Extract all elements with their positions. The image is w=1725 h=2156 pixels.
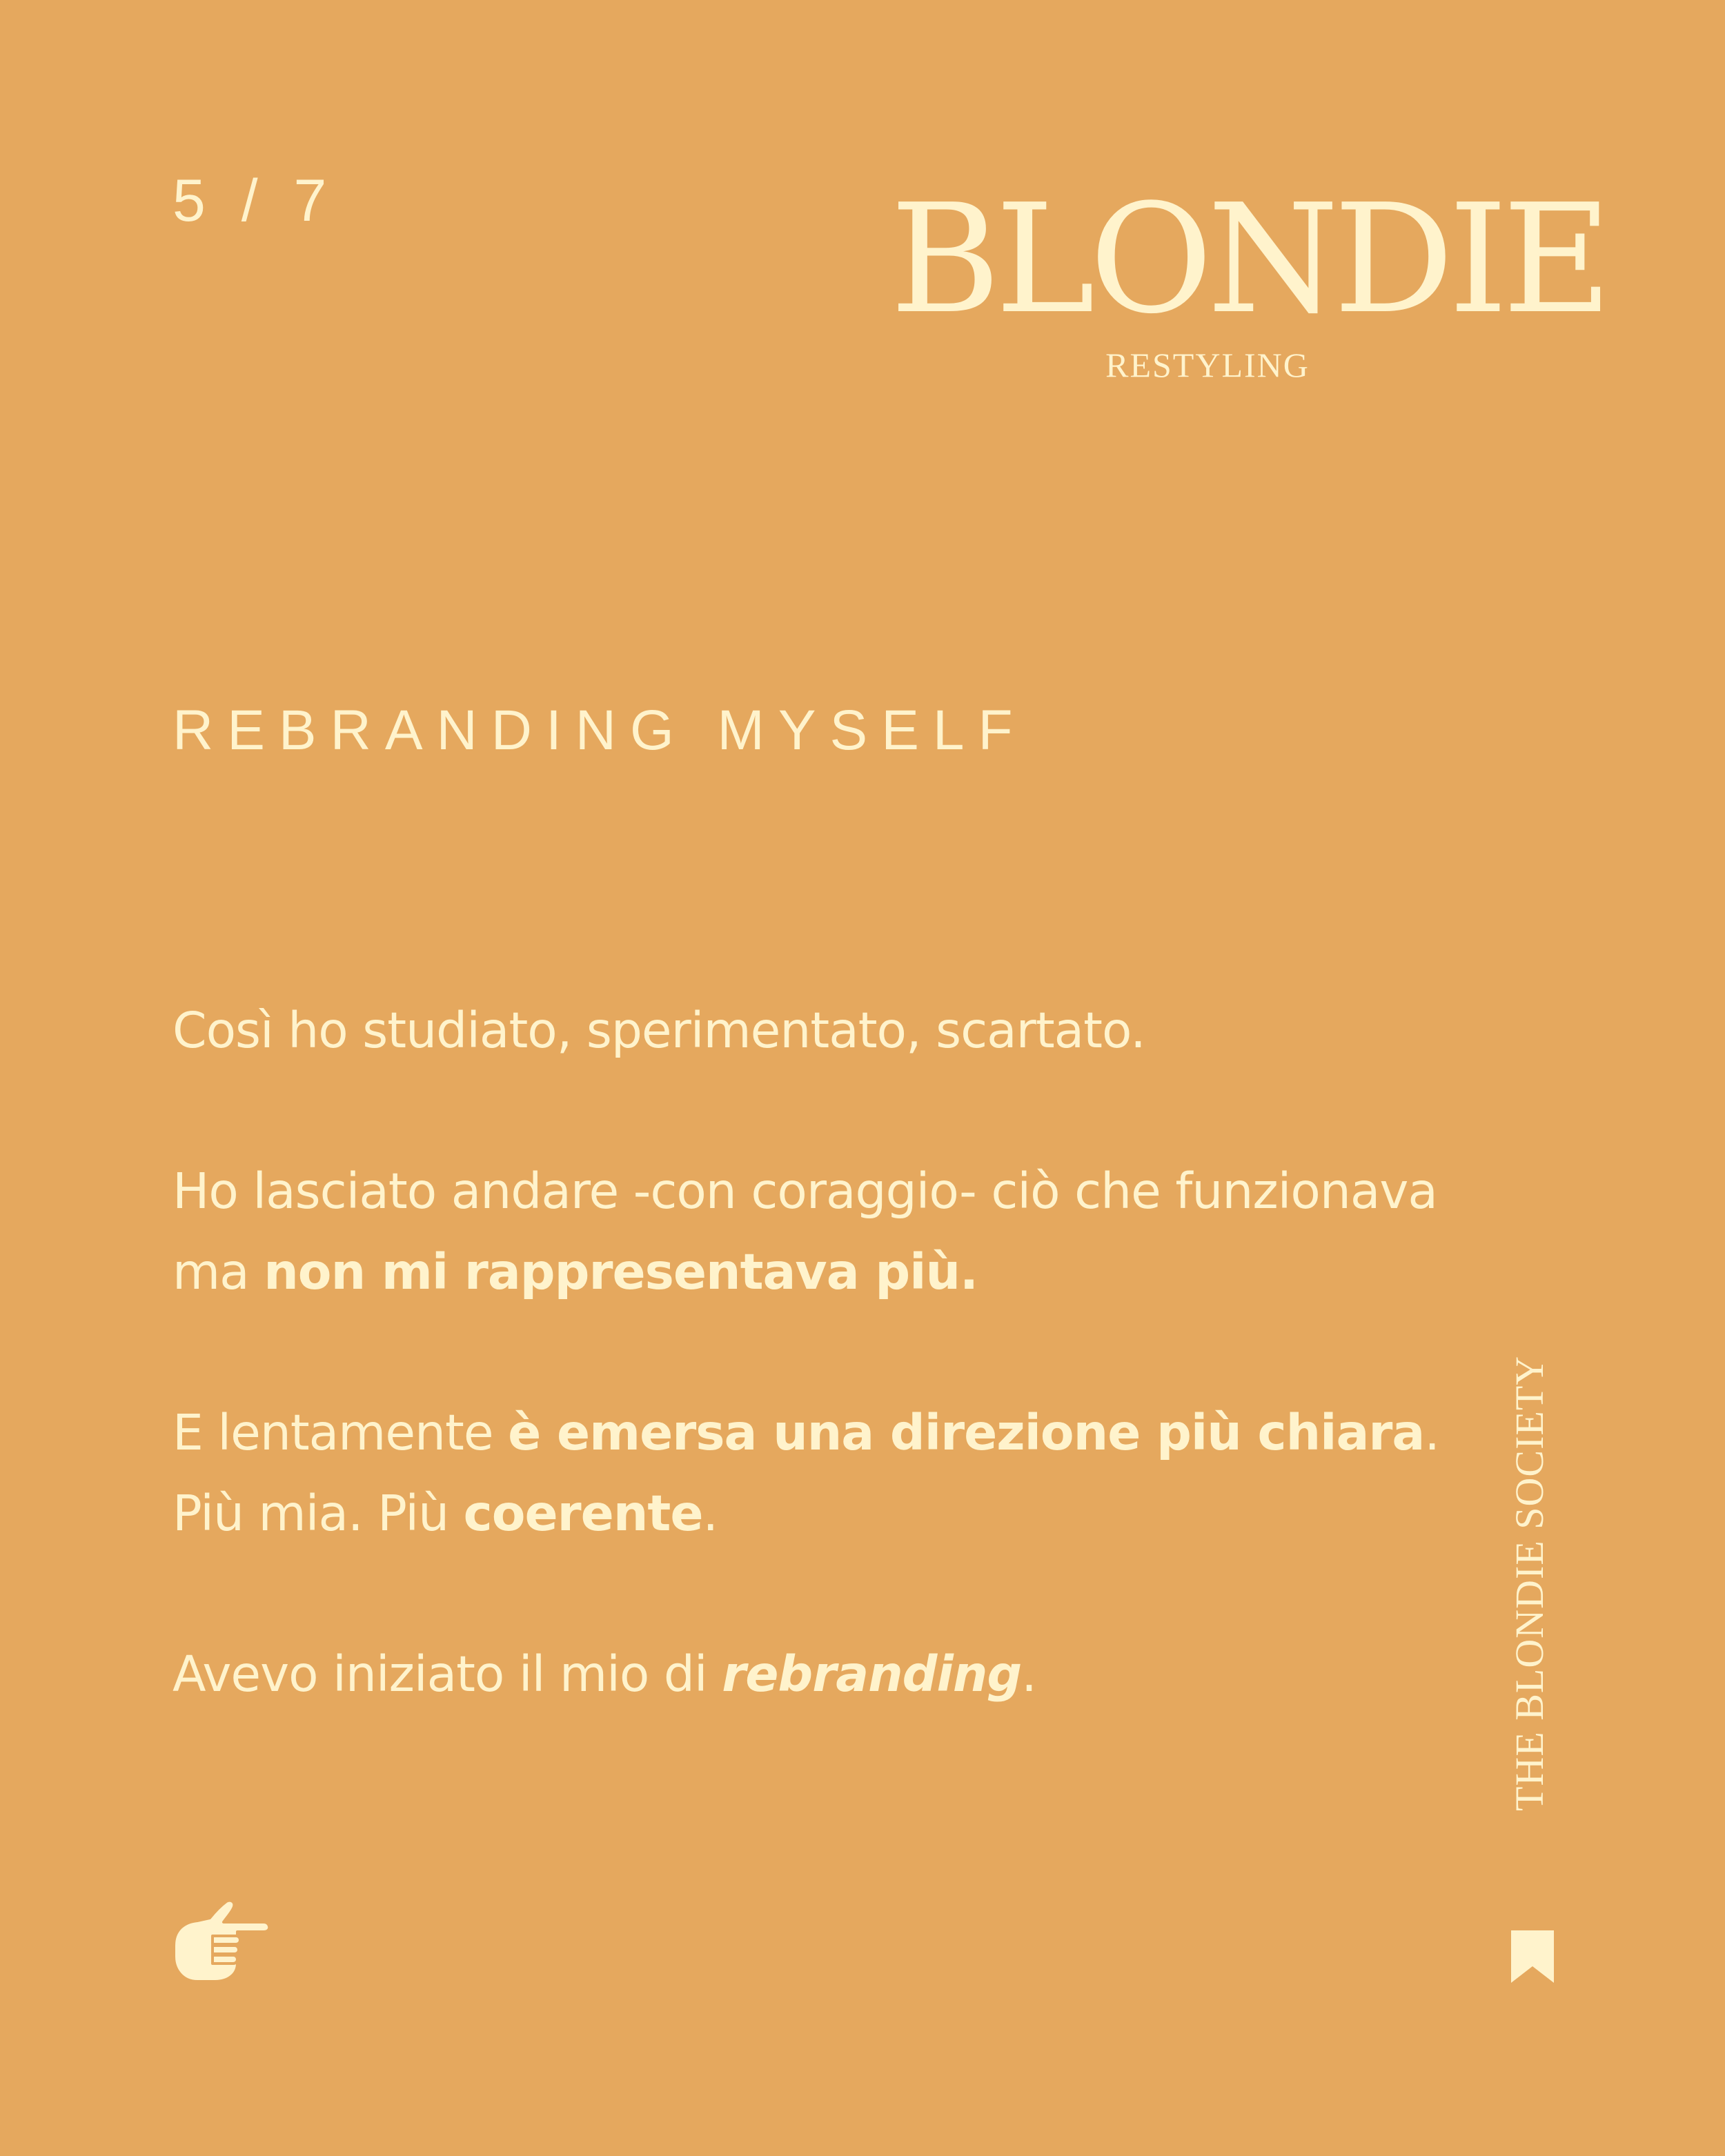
paragraph-2 [172,1151,1483,1312]
paragraph-4 [172,1634,1483,1714]
paragraph-3-text-end: . [702,1485,718,1542]
paragraph-4-bold-italic: rebranding [722,1645,1022,1703]
brand-logo [890,172,1607,385]
paragraph-2-bold: non mi rappresentava più. [264,1243,978,1300]
body-text [172,990,1483,1794]
paragraph-3-bold-1: è emersa una direzione più chiara [508,1404,1425,1461]
logo-title: BLONDIE [890,172,1607,347]
pointing-hand-icon[interactable] [170,1897,273,1984]
paragraph-3-bold-2: coerente [463,1485,703,1542]
side-label: THE BLONDIE SOCIETY [1507,1355,1552,1811]
logo-subtitle: RESTYLING [1105,346,1310,384]
page-counter: 5 / 7 [172,168,337,234]
paragraph-1-text: Così ho studiato, sperimentato, scartato. [172,1002,1145,1059]
paragraph-3 [172,1392,1483,1554]
section-title: REBRANDING MYSELF [172,699,1027,762]
paragraph-3-text-mid: . Più mia. Più [172,1404,1439,1542]
paragraph-4-text-start: Avevo iniziato il mio di [172,1645,722,1703]
paragraph-3-text-start: E lentamente [172,1404,509,1461]
paragraph-4-text-end: . [1021,1645,1036,1703]
paragraph-1 [172,990,1483,1071]
paragraph-2-text: Ho lasciato andare -con coraggio- ciò che funzionava ma [172,1163,1437,1300]
bookmark-icon[interactable] [1511,1930,1554,1983]
